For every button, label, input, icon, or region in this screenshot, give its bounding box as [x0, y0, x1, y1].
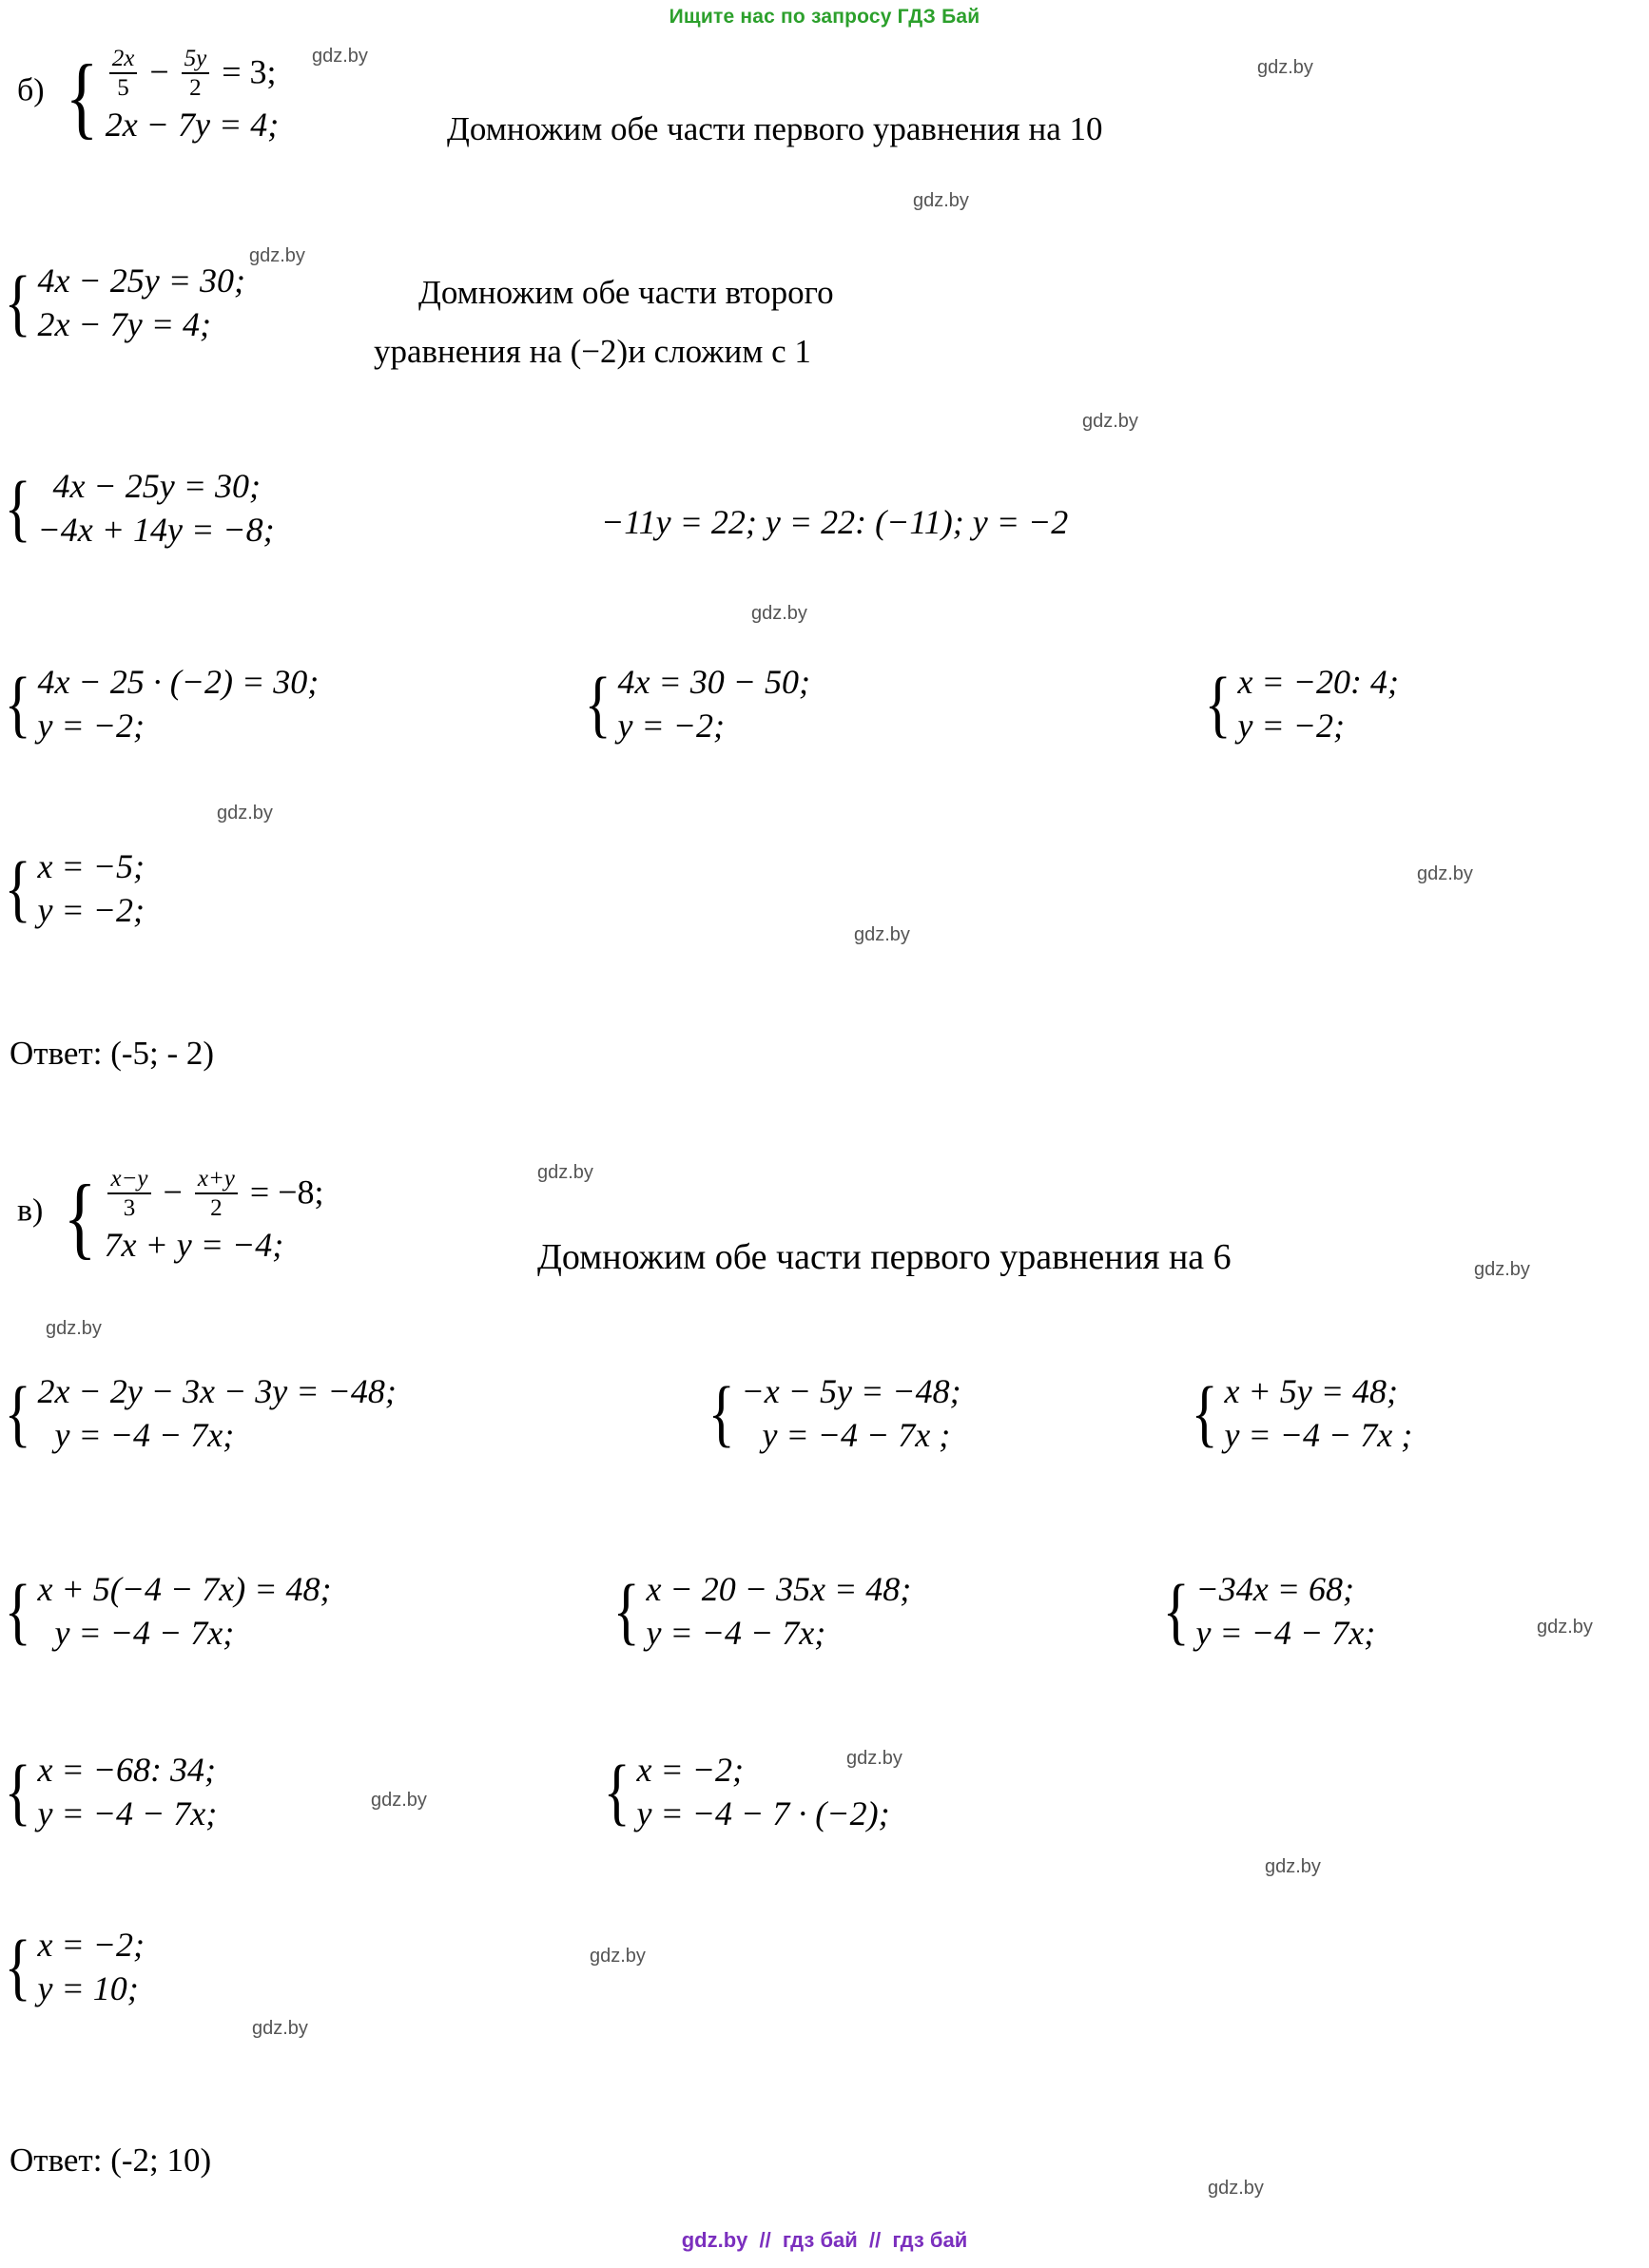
watermark-text: gdz.by: [46, 1318, 102, 1339]
note-multiply-second-line2: уравнения на (−2)и сложим с 1: [374, 333, 811, 370]
equation-row: x = −68: 34;: [37, 1751, 216, 1789]
item-b-system-5: [580, 660, 810, 747]
note-multiply-second-line1: Домножим обе части второго: [418, 274, 834, 311]
fraction: $\frac{2x}{5}$: [109, 46, 138, 101]
equation-row: y = −4 − 7x ;: [1224, 1416, 1413, 1455]
equation-row: $\frac{2x}{5}$ − $\frac{5y}{2}$ = 3;: [106, 48, 280, 103]
watermark-text: gdz.by: [846, 1748, 902, 1769]
equation-row: x = −20: 4;: [1237, 663, 1399, 701]
brace-icon: {: [4, 465, 31, 549]
watermark-text: gdz.by: [371, 1790, 427, 1811]
bottom-site-banner: [0, 2228, 1649, 2253]
watermark-text: gdz.by: [1265, 1856, 1321, 1877]
brace-icon: {: [4, 1370, 31, 1454]
watermark-text: gdz.by: [751, 603, 807, 624]
watermark-text: gdz.by: [252, 2018, 308, 2039]
brace-icon: {: [4, 1749, 31, 1832]
brace-icon: {: [584, 661, 611, 745]
watermark-text: gdz.by: [1537, 1617, 1593, 1638]
item-v-system-6: [609, 1567, 911, 1655]
fraction-bar: [195, 1192, 238, 1194]
equation-row: y = −4 − 7x ;: [762, 1416, 951, 1455]
brace-icon: {: [4, 1924, 31, 2007]
note-multiply-first-by-10: Домножим обе части первого уравнения на 10: [447, 110, 1103, 147]
equation-row: y = −4 − 7x;: [54, 1614, 235, 1653]
equation-row: y = −4 − 7 ∙ (−2);: [636, 1794, 890, 1833]
item-v-system-4: [1187, 1369, 1412, 1457]
equation-row: 2x − 7y = 4;: [105, 106, 280, 144]
item-v-label-and-system: [17, 1165, 324, 1268]
watermark-text: gdz.by: [1208, 2178, 1264, 2199]
equation-row: y = −2;: [1237, 707, 1346, 746]
watermark-text: gdz.by: [312, 46, 368, 67]
fraction: $\frac{x-y}{3}$: [107, 1166, 150, 1221]
brace-icon: {: [64, 1165, 97, 1268]
item-b-answer: Ответ: (-5; - 2): [10, 1035, 215, 1072]
brace-icon: {: [603, 1749, 630, 1832]
equation-row: 4x − 25 ∙ (−2) = 30;: [37, 663, 320, 701]
fraction-bar: [182, 72, 210, 74]
equation-row: y = −4 − 7x;: [646, 1614, 826, 1653]
fraction-bar: [109, 72, 138, 74]
equation-row: 4x = 30 − 50;: [617, 663, 811, 701]
item-v-system-3: [704, 1369, 961, 1457]
brace-icon: {: [65, 45, 98, 147]
item-b-system-4: [0, 660, 319, 747]
equation-row: y = −2;: [617, 707, 726, 746]
brace-icon: {: [4, 260, 31, 343]
item-v-system-5: [0, 1567, 332, 1655]
equation-row: −34x = 68;: [1195, 1570, 1355, 1608]
equation-row: 4x − 25y = 30;: [52, 467, 261, 505]
watermark-text: gdz.by: [590, 1946, 646, 1967]
item-b-label-and-system: [17, 45, 280, 147]
equation-row: x = −2;: [37, 1926, 146, 1964]
equation-row: x = −2;: [636, 1751, 745, 1789]
item-v-answer: Ответ: (-2; 10): [10, 2142, 212, 2179]
equation-row: x − 20 − 35x = 48;: [646, 1570, 912, 1608]
bottom-banner-mid: гдз бай: [782, 2228, 858, 2252]
bottom-banner-left: gdz.by: [681, 2228, 748, 2252]
item-b-system-2: [0, 259, 245, 346]
watermark-text: gdz.by: [1417, 863, 1473, 884]
watermark-text: gdz.by: [1474, 1259, 1530, 1280]
equation-row: y = −4 − 7x;: [1195, 1614, 1376, 1653]
watermark-text: gdz.by: [249, 245, 305, 266]
note-multiply-first-by-6: Домножим обе части первого уравнения на 6: [537, 1237, 1232, 1277]
equation-row: y = −2;: [37, 707, 146, 746]
top-site-banner: Ищите нас по запросу ГДЗ Бай: [669, 6, 980, 28]
item-v-system-7: [1158, 1567, 1375, 1655]
equation-row: 2x − 2y − 3x − 3y = −48;: [37, 1372, 397, 1410]
item-b-system-3: [0, 464, 275, 552]
equation-row: x + 5y = 48;: [1224, 1372, 1398, 1410]
item-v-label: в): [17, 1192, 44, 1229]
equation-row: y = −2;: [37, 891, 146, 930]
bottom-banner-right: гдз бай: [892, 2228, 968, 2252]
equation-row: −x − 5y = −48;: [741, 1372, 961, 1410]
item-b-system-6: [1200, 660, 1399, 747]
fraction: $\frac{x+y}{2}$: [195, 1166, 238, 1221]
equation-row: x = −5;: [37, 847, 146, 885]
equation-row: −4x + 14y = −8;: [37, 511, 275, 550]
brace-icon: {: [4, 1568, 31, 1652]
bottom-banner-sep-2: //: [868, 2228, 882, 2252]
equation-row: 7x + y = −4;: [104, 1226, 284, 1264]
item-v-system-10: [0, 1923, 145, 2010]
brace-icon: {: [1204, 661, 1232, 745]
equation-row: y = −4 − 7x;: [37, 1794, 218, 1833]
watermark-text: gdz.by: [1082, 411, 1138, 432]
bottom-banner-sep-1: //: [759, 2228, 771, 2252]
brace-icon: {: [1162, 1568, 1190, 1652]
item-b-system-7: [0, 844, 145, 932]
watermark-text: gdz.by: [913, 190, 969, 211]
item-b-label: б): [17, 72, 45, 108]
equation-row: 2x − 7y = 4;: [37, 305, 211, 344]
brace-icon: {: [612, 1568, 640, 1652]
watermark-text: gdz.by: [217, 803, 273, 824]
watermark-text: gdz.by: [1257, 57, 1313, 78]
equation-row: 4x − 25y = 30;: [37, 262, 245, 300]
item-v-system-8: [0, 1748, 217, 1835]
equation-row: $\frac{x-y}{3}$ − $\frac{x+y}{2}$ = −8;: [104, 1168, 323, 1223]
item-v-system-2: [0, 1369, 397, 1457]
fraction-bar: [107, 1192, 150, 1194]
watermark-text: gdz.by: [854, 924, 910, 945]
equation-row: y = 10;: [37, 1969, 139, 2008]
brace-icon: {: [4, 661, 31, 745]
equation-row: y = −4 − 7x;: [54, 1416, 235, 1455]
brace-icon: {: [1191, 1370, 1218, 1454]
equation-row: x + 5(−4 − 7x) = 48;: [37, 1570, 332, 1608]
brace-icon: {: [708, 1370, 735, 1454]
watermark-text: gdz.by: [537, 1162, 593, 1183]
item-b-solve-y: −11y = 22; y = 22: (−11); y = −2: [601, 503, 1069, 541]
fraction: $\frac{5y}{2}$: [182, 46, 210, 101]
brace-icon: {: [4, 845, 31, 929]
